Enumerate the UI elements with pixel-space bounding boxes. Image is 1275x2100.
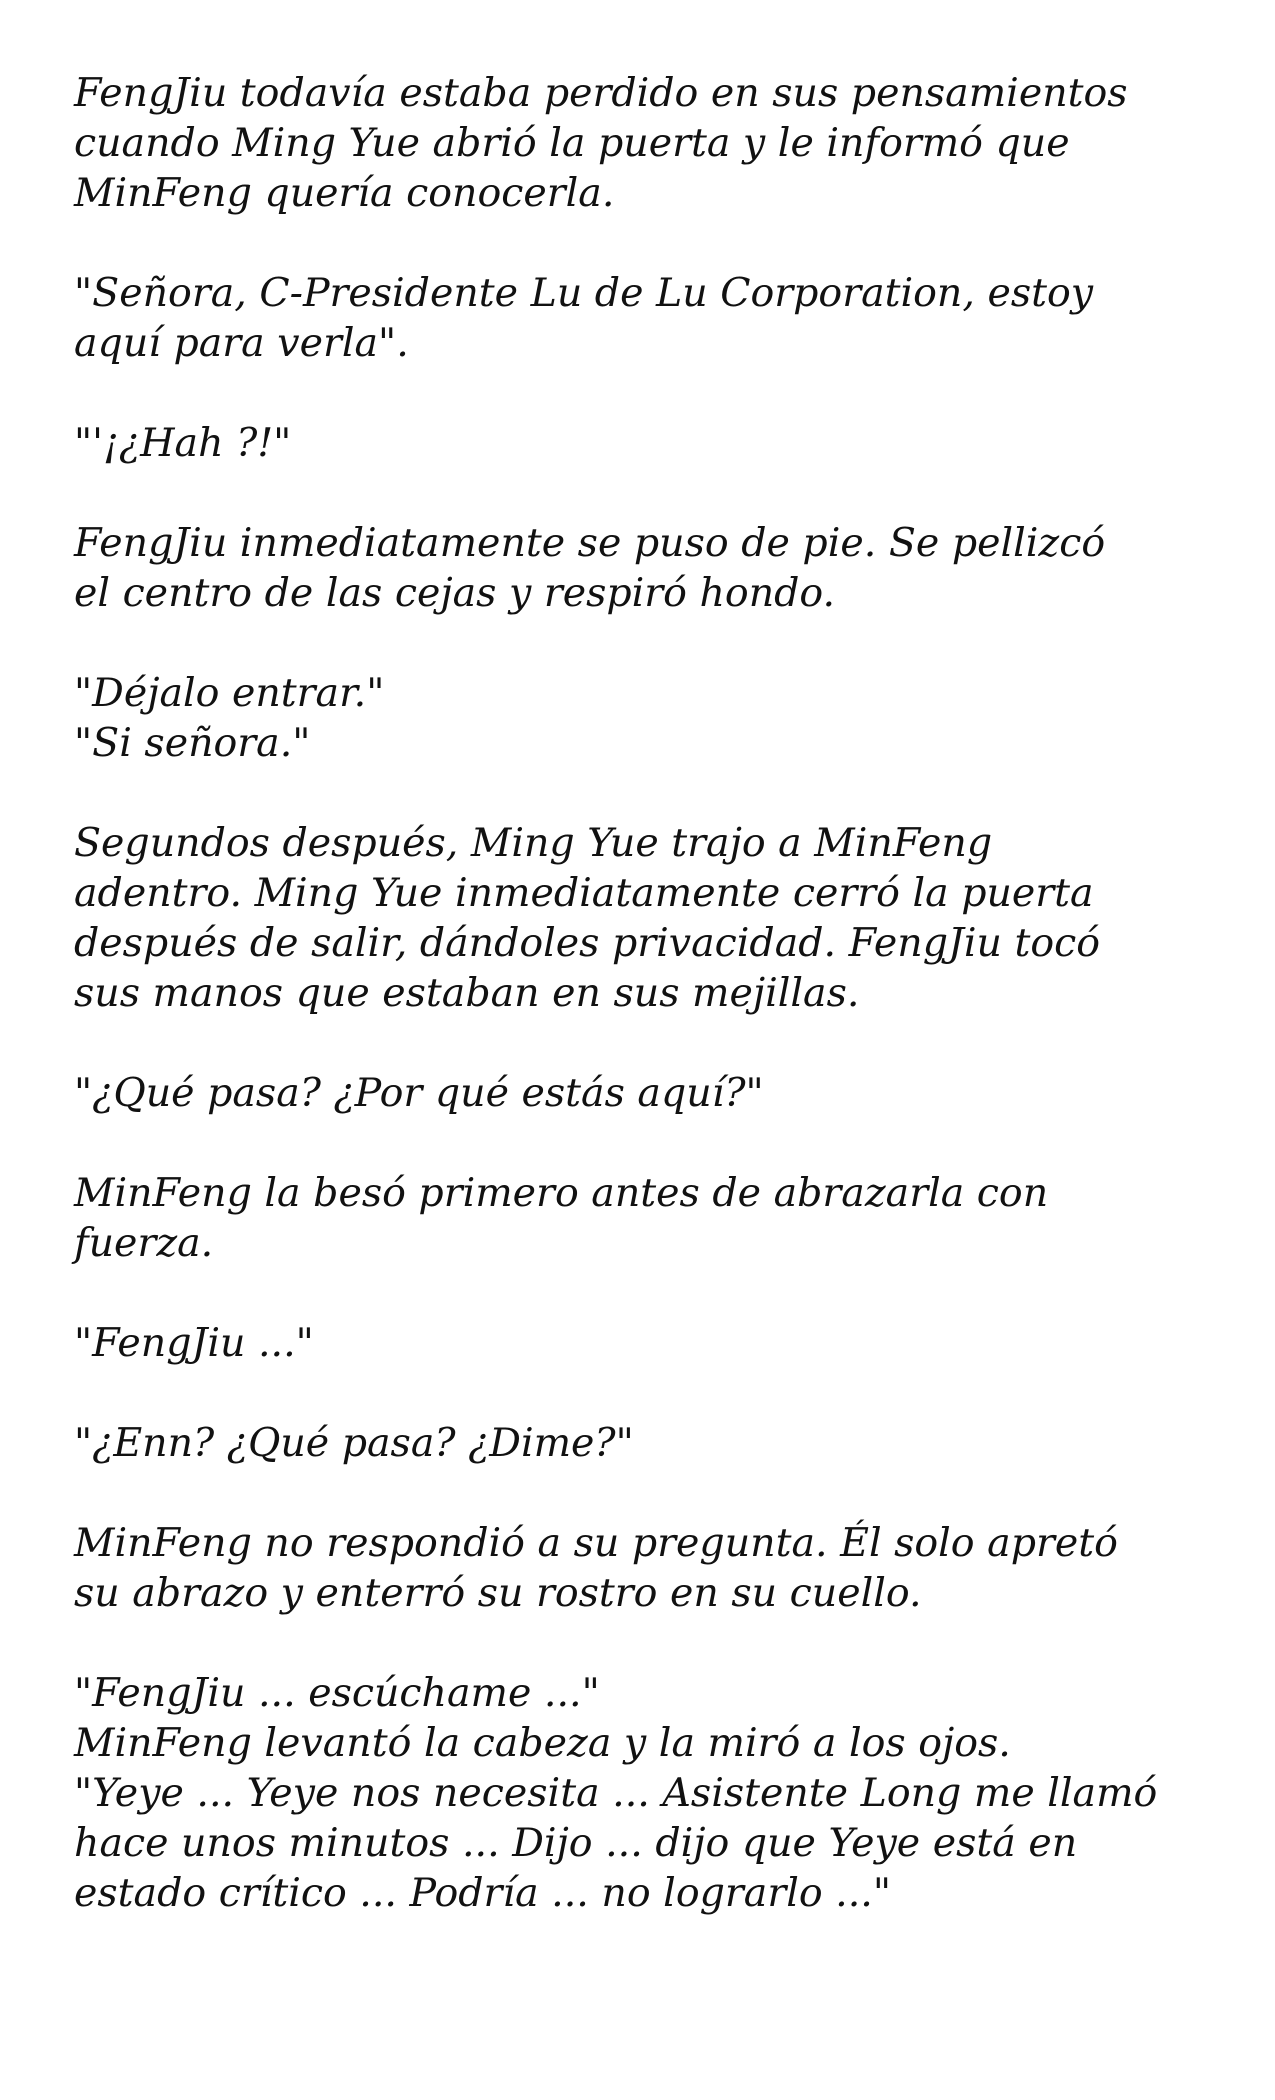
text-line: FengJiu inmediatamente se puso de pie. Se pellizcó <box>74 520 1106 566</box>
paragraph-3 <box>74 418 1224 468</box>
text-line: "Señora, C-Presidente Lu de Lu Corporation, estoy <box>74 270 1094 316</box>
text-line: MinFeng levantó la cabeza y la miró a los ojos. <box>74 1720 1011 1766</box>
text-line: FengJiu todavía estaba perdido en sus pensamientos <box>74 70 1128 116</box>
paragraph-10 <box>74 1418 1224 1468</box>
paragraph-5 <box>74 668 1224 768</box>
text-line: después de salir, dándoles privacidad. FengJiu tocó <box>74 920 1101 966</box>
text-line: su abrazo y enterró su rostro en su cuello. <box>74 1570 922 1616</box>
paragraph-12 <box>74 1668 1224 1918</box>
text-line: MinFeng no respondió a su pregunta. Él solo apretó <box>74 1520 1118 1566</box>
text-line: "Si señora." <box>74 720 311 766</box>
paragraph-4 <box>74 518 1224 618</box>
text-line: "'¡¿Hah ?!" <box>74 420 292 466</box>
text-line: el centro de las cejas y respiró hondo. <box>74 570 836 616</box>
text-line: hace unos minutos ... Dijo ... dijo que Yeye está en <box>74 1820 1078 1866</box>
text-line: estado crítico ... Podría ... no lograrlo ..." <box>74 1870 892 1916</box>
text-line: "FengJiu ... escúchame ..." <box>74 1670 600 1716</box>
text-line: "Déjalo entrar." <box>74 670 385 716</box>
paragraph-6 <box>74 818 1224 1018</box>
paragraph-2 <box>74 268 1224 368</box>
text-line: cuando Ming Yue abrió la puerta y le informó que <box>74 120 1070 166</box>
paragraph-7 <box>74 1068 1224 1118</box>
text-line: fuerza. <box>74 1220 214 1266</box>
text-line: aquí para verla". <box>74 320 409 366</box>
text-line: adentro. Ming Yue inmediatamente cerró la puerta <box>74 870 1094 916</box>
paragraph-11 <box>74 1518 1224 1618</box>
text-line: "FengJiu ..." <box>74 1320 314 1366</box>
text-line: "Yeye ... Yeye nos necesita ... Asistente Long me llamó <box>74 1770 1158 1816</box>
text-line: Segundos después, Ming Yue trajo a MinFeng <box>74 820 993 866</box>
text-line: sus manos que estaban en sus mejillas. <box>74 970 860 1016</box>
paragraph-1 <box>74 68 1224 218</box>
text-line: "¿Enn? ¿Qué pasa? ¿Dime?" <box>74 1420 634 1466</box>
paragraph-9 <box>74 1318 1224 1368</box>
paragraph-8 <box>74 1168 1224 1268</box>
story-text <box>74 68 1224 1968</box>
text-line: "¿Qué pasa? ¿Por qué estás aquí?" <box>74 1070 764 1116</box>
text-line: MinFeng quería conocerla. <box>74 170 615 216</box>
text-line: MinFeng la besó primero antes de abrazarla con <box>74 1170 1049 1216</box>
